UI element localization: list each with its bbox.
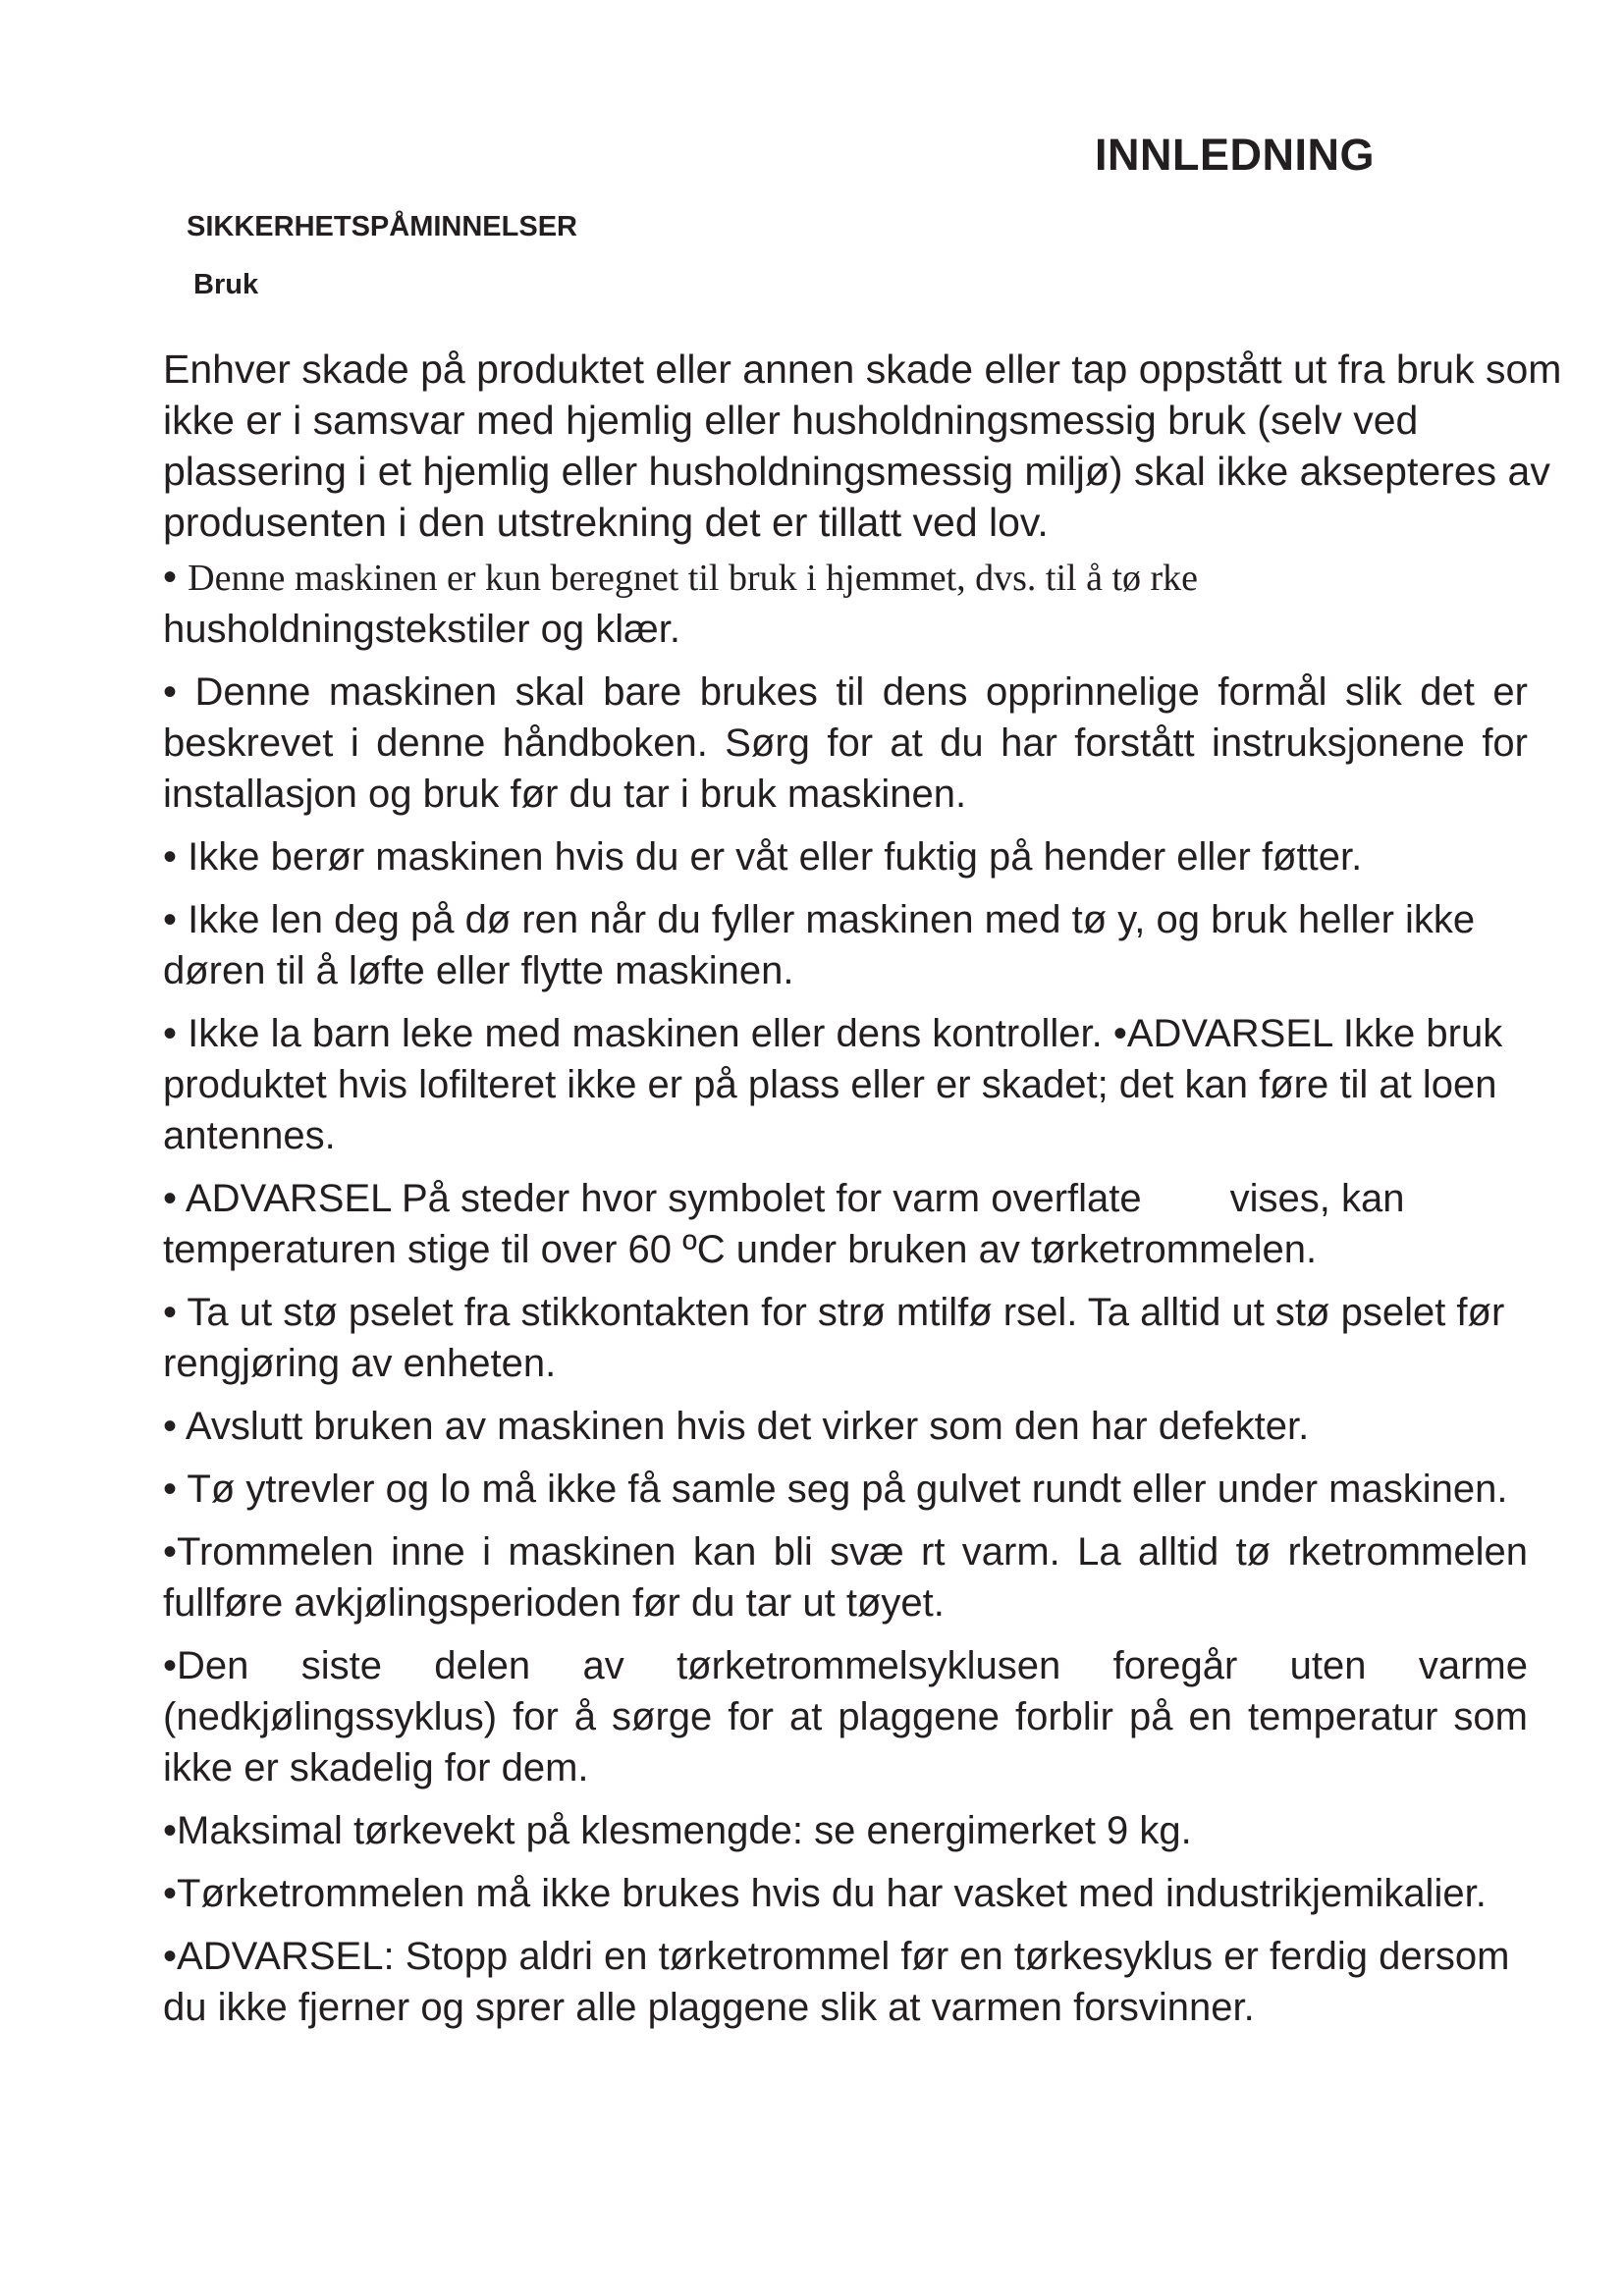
section-heading: SIKKERHETSPÅMINNELSER [187,211,577,242]
bullet: • [163,1935,178,1978]
item-text: Ta ut stø pselet fra stikkontakten for strø mtilfø rsel. Ta alltid ut stø pselet før rengjøring av enheten. [163,1291,1505,1385]
bullet: • [163,1177,178,1220]
bullet: • [163,1809,178,1852]
item-text: Tørketrommelen må ikke brukes hvis du har vasket med industrikjemikalier. [177,1872,1487,1915]
bullet: • [163,835,178,879]
list-item [163,1173,1528,1275]
item-text: Trommelen inne i maskinen kan bli svæ rt varm. La alltid tø rketrommelen fullføre avkjølingsperioden før du tar ut tøyet. [163,1530,1528,1625]
bullet: • [163,556,178,599]
list-item [163,831,1528,882]
item-text: ADVARSEL På steder hvor symbolet for varm overflate [185,1177,1142,1220]
list-item [163,1401,1528,1452]
intro-paragraph: Enhver skade på produktet eller annen skade eller tap oppstått ut fra bruk som ikke er i samsvar med hjemlig eller husholdningsmessig bruk (selv ved plassering i et hjemlig eller husholdningsmessig miljø) skal ikke aksepteres av produsenten i den utstrekning det er tillatt ved lov. [163,347,1562,545]
bullet: • [163,670,178,714]
item-text: Ikke len deg på dø ren når du fyller maskinen med tø y, og bruk heller ikke døren til å løfte eller flytte maskinen. [163,898,1476,992]
list-item [163,1526,1528,1629]
page-title: INNLEDNING [1095,130,1375,180]
item-text: Denne maskinen er kun beregnet til bruk i hjemmet, dvs. til å tø rke [188,558,1199,599]
item-text: Ikke la barn leke med maskinen eller dens kontroller. •ADVARSEL Ikke bruk produktet hvis lofilteret ikke er på plass eller er skadet; det kan føre til at loen antennes. [163,1012,1503,1157]
list-item [163,1008,1528,1161]
item-text: Den siste delen av tørketrommelsyklusen foregår uten varme (nedkjølingssyklus) for å sørge for at plaggene forblir på en temperatur som ikke er skadelig for dem. [163,1644,1528,1789]
item-text: Maksimal tørkevekt på klesmengde: se energimerket 9 kg. [177,1809,1192,1852]
item-text: Avslutt bruken av maskinen hvis det virker som den har defekter. [185,1405,1310,1448]
bullet: • [163,1405,178,1448]
list-item [163,1464,1528,1515]
item-text: Tø ytrevler og lo må ikke få samle seg på gulvet rundt eller under maskinen. [187,1468,1508,1511]
item-text: vises, kan temperaturen stige til over 60 ºC under bruken av tørketrommelen. [163,1177,1405,1271]
bullet: • [163,1012,178,1055]
bullet: • [163,898,178,941]
list-item [163,1931,1528,2033]
list-item [163,894,1528,996]
safety-list [163,552,1528,2045]
bullet: • [163,1468,178,1511]
list-item [163,1805,1528,1856]
list-item [163,1287,1528,1389]
bullet: • [163,1530,178,1574]
bullet: • [163,1291,178,1334]
list-item [163,1868,1528,1919]
item-text: Ikke berør maskinen hvis du er våt eller fuktig på hender eller føtter. [188,835,1363,879]
item-text: Denne maskinen skal bare brukes til dens opprinnelige formål slik det er beskrevet i denne håndboken. Sørg for at du har forstått instruksjonene for installasjon og bruk før du tar i bruk maskinen. [163,670,1528,816]
item-text: ADVARSEL: Stopp aldri en tørketrommel før en tørkesyklus er ferdig dersom du ikke fjerner og sprer alle plaggene slik at varmen forsvinner. [163,1935,1510,2029]
item-text: husholdningstekstiler og klær. [163,608,680,651]
bullet: • [163,1644,178,1687]
list-item [163,552,1528,655]
subsection-heading: Bruk [193,269,259,300]
bullet: • [163,1872,178,1915]
list-item [163,667,1528,820]
list-item [163,1640,1528,1793]
